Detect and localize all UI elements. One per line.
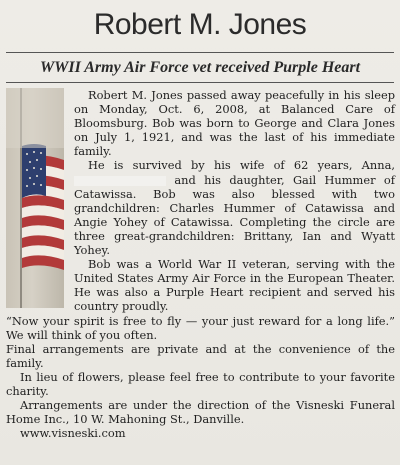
photo-spacer <box>6 88 74 310</box>
paragraph-military: Bob was a World War II veteran, serving with the United States Army Air Force in the European Theater. He was also a Purple Heart recipient and served his country proudly. <box>74 257 395 314</box>
obituary-name: Robert M. Jones <box>93 8 307 41</box>
divider-top <box>6 52 394 53</box>
obituary-body <box>6 88 395 440</box>
paragraph-survivors-start: He is survived by his wife of 62 years, Anna, <box>88 158 395 173</box>
funeral-home-website-link[interactable]: www.visneski.com <box>20 426 126 441</box>
paragraph-survivors-rest: and his daughter, Gail Hummer of Catawissa. Bob was also blessed with two grandchildren: Charles Hummer of Catawissa and Angie Yohey of Catawissa. Completing the circle are three great-grandchildren: Brittany, Ian and Wyatt Yohey. <box>74 172 395 258</box>
divider-bottom <box>6 82 394 83</box>
paragraph-arrangements-private: Final arrangements are private and at the convenience of the family. <box>6 341 395 370</box>
paragraph-intro: Robert M. Jones passed away peacefully in his sleep on Monday, Oct. 6, 2008, at Balanced Care of Bloomsburg. Bob was born to George and Clara Jones on July 1, 1921, and was the last of his immediate family. <box>74 88 395 159</box>
obituary-headline: WWII Army Air Force vet received Purple Heart <box>39 59 361 76</box>
paragraph-flowers: In lieu of flowers, please feel free to contribute to your favorite charity. <box>6 369 395 398</box>
redacted-text <box>74 176 166 186</box>
paragraph-quote: “Now your spirit is free to fly — your just reward for a long life.” We will think of you often. <box>6 313 395 342</box>
paragraph-funeral-home: Arrangements are under the direction of the Visneski Funeral Home Inc., 10 W. Mahoning St., Danville. <box>6 398 395 427</box>
